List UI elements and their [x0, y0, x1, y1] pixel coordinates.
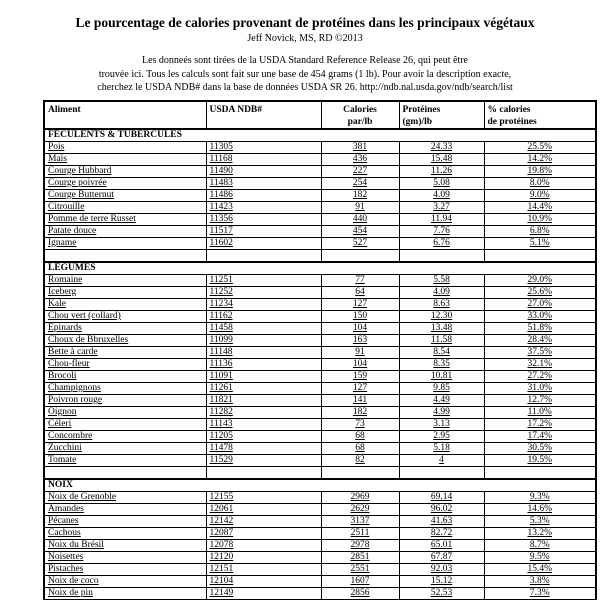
- cell-pct-calories: 17.4%: [484, 431, 596, 443]
- table-row: [44, 142, 596, 154]
- empty-cell: [44, 250, 206, 263]
- cell-aliment: Brocoli: [44, 371, 206, 383]
- cell-pct-calories: 27.0%: [484, 299, 596, 311]
- intro-line-3: cherchez le USDA NDB# dans la base de données USDA SR 26. http://ndb.nal.usda.gov/ndb/search/list: [97, 82, 513, 94]
- cell-calories: 73: [321, 419, 399, 431]
- table-row: [44, 238, 596, 250]
- column-header-proteines: [399, 101, 484, 129]
- empty-cell: [206, 250, 321, 263]
- cell-pct-calories: 25.5%: [484, 142, 596, 154]
- cell-ndb: 11423: [206, 202, 321, 214]
- empty-cell: [44, 467, 206, 480]
- cell-pct-calories: 7.3%: [484, 588, 596, 600]
- cell-ndb: 11483: [206, 178, 321, 190]
- cell-calories: 440: [321, 214, 399, 226]
- cell-pct-calories: 25.6%: [484, 287, 596, 299]
- table-row: [44, 287, 596, 299]
- cell-proteines: 8.63: [399, 299, 484, 311]
- table-row: [44, 504, 596, 516]
- cell-calories: 2856: [321, 588, 399, 600]
- table-row: [44, 323, 596, 335]
- cell-calories: 2978: [321, 540, 399, 552]
- cell-proteines: 15.12: [399, 576, 484, 588]
- header-label: % calories: [487, 105, 531, 115]
- column-header-usda-ndb: [206, 101, 321, 129]
- cell-ndb: 11478: [206, 443, 321, 455]
- cell-ndb: 12142: [206, 516, 321, 528]
- cell-aliment: Cachous: [44, 528, 206, 540]
- cell-proteines: 15.48: [399, 154, 484, 166]
- cell-pct-calories: 9.0%: [484, 190, 596, 202]
- cell-ndb: 12078: [206, 540, 321, 552]
- cell-pct-calories: 14.4%: [484, 202, 596, 214]
- cell-calories: 3137: [321, 516, 399, 528]
- cell-calories: 182: [321, 190, 399, 202]
- cell-ndb: 11091: [206, 371, 321, 383]
- table-row: [44, 166, 596, 178]
- section-label: FÉCULENTS & TUBERCULES: [44, 129, 596, 142]
- cell-proteines: 8.35: [399, 359, 484, 371]
- cell-proteines: 5.58: [399, 275, 484, 287]
- cell-calories: 254: [321, 178, 399, 190]
- section-header-row: [44, 262, 596, 275]
- table-row: [44, 516, 596, 528]
- cell-calories: 104: [321, 323, 399, 335]
- cell-ndb: 11251: [206, 275, 321, 287]
- cell-ndb: 11136: [206, 359, 321, 371]
- cell-aliment: Oignon: [44, 407, 206, 419]
- cell-proteines: 4.99: [399, 407, 484, 419]
- cell-proteines: 96.02: [399, 504, 484, 516]
- cell-proteines: 6.76: [399, 238, 484, 250]
- cell-calories: 2629: [321, 504, 399, 516]
- table-row: [44, 359, 596, 371]
- table-row: [44, 371, 596, 383]
- empty-cell: [484, 467, 596, 480]
- table-row: [44, 588, 596, 600]
- table-row: [44, 226, 596, 238]
- cell-pct-calories: 30.5%: [484, 443, 596, 455]
- table-row: [44, 419, 596, 431]
- cell-ndb: 11168: [206, 154, 321, 166]
- cell-proteines: 4.09: [399, 190, 484, 202]
- cell-proteines: 52.53: [399, 588, 484, 600]
- cell-aliment: Pomme de terre Russet: [44, 214, 206, 226]
- table-row: [44, 492, 596, 504]
- cell-pct-calories: 8.7%: [484, 540, 596, 552]
- empty-cell: [399, 467, 484, 480]
- empty-cell: [321, 250, 399, 263]
- table-row: [44, 202, 596, 214]
- cell-ndb: 11148: [206, 347, 321, 359]
- table-row: [44, 275, 596, 287]
- cell-pct-calories: 17.2%: [484, 419, 596, 431]
- cell-calories: 163: [321, 335, 399, 347]
- cell-aliment: Bette à carde: [44, 347, 206, 359]
- cell-ndb: 11602: [206, 238, 321, 250]
- cell-ndb: 11517: [206, 226, 321, 238]
- table-row: [44, 576, 596, 588]
- cell-proteines: 24.33: [399, 142, 484, 154]
- header-sublabel: de protéines: [487, 117, 537, 127]
- cell-aliment: Amandes: [44, 504, 206, 516]
- header-label: Aliment: [48, 105, 81, 115]
- cell-proteines: 5.18: [399, 443, 484, 455]
- cell-pct-calories: 15.4%: [484, 564, 596, 576]
- table-row: [44, 214, 596, 226]
- cell-ndb: 12151: [206, 564, 321, 576]
- cell-aliment: Épinards: [44, 323, 206, 335]
- cell-aliment: Noix de coco: [44, 576, 206, 588]
- cell-calories: 141: [321, 395, 399, 407]
- cell-ndb: 11252: [206, 287, 321, 299]
- table-header: [44, 101, 596, 129]
- cell-proteines: 9.85: [399, 383, 484, 395]
- cell-proteines: 69.14: [399, 492, 484, 504]
- cell-pct-calories: 9.3%: [484, 492, 596, 504]
- cell-calories: 91: [321, 202, 399, 214]
- section-label: NOIX: [44, 479, 596, 492]
- intro-line-2: trouvée ici. Tous les calculs sont fait sur une base de 454 grams (1 lb). Pour avoir la description exacte,: [98, 68, 512, 80]
- cell-calories: 182: [321, 407, 399, 419]
- cell-aliment: Concombre: [44, 431, 206, 443]
- cell-pct-calories: 28.4%: [484, 335, 596, 347]
- section-header-row: [44, 129, 596, 142]
- cell-proteines: 11.26: [399, 166, 484, 178]
- cell-ndb: 11143: [206, 419, 321, 431]
- cell-ndb: 12155: [206, 492, 321, 504]
- header-label: USDA NDB#: [209, 105, 263, 115]
- header-sublabel: par/lb: [347, 117, 373, 127]
- separator-row: [44, 467, 596, 480]
- cell-proteines: 4.09: [399, 287, 484, 299]
- cell-aliment: Poivron rouge: [44, 395, 206, 407]
- empty-cell: [321, 467, 399, 480]
- cell-aliment: Chou-fleur: [44, 359, 206, 371]
- cell-proteines: 7.76: [399, 226, 484, 238]
- table-row: [44, 335, 596, 347]
- cell-aliment: Céleri: [44, 419, 206, 431]
- cell-ndb: 11821: [206, 395, 321, 407]
- empty-cell: [206, 467, 321, 480]
- table-row: [44, 455, 596, 467]
- cell-calories: 82: [321, 455, 399, 467]
- cell-aliment: Chou vert (collard): [44, 311, 206, 323]
- cell-calories: 159: [321, 371, 399, 383]
- cell-proteines: 11.94: [399, 214, 484, 226]
- cell-aliment: Noix du Brésil: [44, 540, 206, 552]
- table-row: [44, 178, 596, 190]
- cell-pct-calories: 11.0%: [484, 407, 596, 419]
- cell-ndb: 11099: [206, 335, 321, 347]
- page-title: Le pourcentage de calories provenant de protéines dans les principaux végétaux: [75, 15, 535, 30]
- table-body: [44, 129, 596, 600]
- cell-calories: 127: [321, 383, 399, 395]
- cell-aliment: Citrouille: [44, 202, 206, 214]
- cell-proteines: 11.58: [399, 335, 484, 347]
- cell-pct-calories: 3.8%: [484, 576, 596, 588]
- cell-aliment: Maïs: [44, 154, 206, 166]
- table-row: [44, 395, 596, 407]
- cell-ndb: 12061: [206, 504, 321, 516]
- cell-proteines: 41.63: [399, 516, 484, 528]
- cell-calories: 2851: [321, 552, 399, 564]
- separator-row: [44, 250, 596, 263]
- cell-proteines: 92.03: [399, 564, 484, 576]
- cell-calories: 77: [321, 275, 399, 287]
- cell-proteines: 3.27: [399, 202, 484, 214]
- cell-ndb: 11490: [206, 166, 321, 178]
- cell-proteines: 4: [399, 455, 484, 467]
- cell-proteines: 67.87: [399, 552, 484, 564]
- cell-aliment: Igname: [44, 238, 206, 250]
- cell-aliment: Courge Hubbard: [44, 166, 206, 178]
- cell-proteines: 5.08: [399, 178, 484, 190]
- cell-aliment: Noix de Grenoble: [44, 492, 206, 504]
- table-row: [44, 154, 596, 166]
- cell-calories: 2511: [321, 528, 399, 540]
- cell-calories: 150: [321, 311, 399, 323]
- cell-pct-calories: 51.8%: [484, 323, 596, 335]
- header-row: [44, 101, 596, 129]
- cell-pct-calories: 29.0%: [484, 275, 596, 287]
- cell-calories: 227: [321, 166, 399, 178]
- cell-pct-calories: 31.0%: [484, 383, 596, 395]
- nutrition-table: [43, 100, 597, 600]
- cell-ndb: 11458: [206, 323, 321, 335]
- intro-paragraph: [0, 54, 610, 95]
- cell-ndb: 11486: [206, 190, 321, 202]
- cell-pct-calories: 32.1%: [484, 359, 596, 371]
- table-row: [44, 299, 596, 311]
- cell-ndb: 12087: [206, 528, 321, 540]
- table-row: [44, 528, 596, 540]
- cell-ndb: 11305: [206, 142, 321, 154]
- cell-aliment: Tomate: [44, 455, 206, 467]
- cell-calories: 127: [321, 299, 399, 311]
- cell-proteines: 65.01: [399, 540, 484, 552]
- cell-proteines: 10.81: [399, 371, 484, 383]
- cell-aliment: Pécanes: [44, 516, 206, 528]
- cell-proteines: 12.30: [399, 311, 484, 323]
- column-header-aliment: [44, 101, 206, 129]
- cell-ndb: 12149: [206, 588, 321, 600]
- cell-calories: 68: [321, 431, 399, 443]
- cell-calories: 2551: [321, 564, 399, 576]
- cell-ndb: 11529: [206, 455, 321, 467]
- cell-ndb: 11261: [206, 383, 321, 395]
- cell-pct-calories: 27.2%: [484, 371, 596, 383]
- cell-aliment: Pistaches: [44, 564, 206, 576]
- table-row: [44, 564, 596, 576]
- cell-ndb: 11234: [206, 299, 321, 311]
- cell-pct-calories: 19.8%: [484, 166, 596, 178]
- cell-aliment: Patate douce: [44, 226, 206, 238]
- cell-aliment: Courge poivrée: [44, 178, 206, 190]
- cell-ndb: 12104: [206, 576, 321, 588]
- cell-pct-calories: 19.5%: [484, 455, 596, 467]
- intro-line-1: Les donneés sont tirées de la USDA Standard Reference Release 26, qui peut être: [141, 55, 468, 66]
- cell-aliment: Zucchini: [44, 443, 206, 455]
- byline: Jeff Novick, MS, RD ©2013: [247, 33, 363, 44]
- cell-calories: 2969: [321, 492, 399, 504]
- cell-proteines: 82.72: [399, 528, 484, 540]
- cell-pct-calories: 8.0%: [484, 178, 596, 190]
- cell-pct-calories: 9.5%: [484, 552, 596, 564]
- cell-calories: 68: [321, 443, 399, 455]
- cell-calories: 91: [321, 347, 399, 359]
- cell-calories: 104: [321, 359, 399, 371]
- section-header-row: [44, 479, 596, 492]
- table-row: [44, 347, 596, 359]
- cell-proteines: 2.95: [399, 431, 484, 443]
- column-header-pct-calories: [484, 101, 596, 129]
- cell-pct-calories: 13.2%: [484, 528, 596, 540]
- cell-proteines: 8.54: [399, 347, 484, 359]
- cell-aliment: Noix de pin: [44, 588, 206, 600]
- table-row: [44, 383, 596, 395]
- cell-calories: 1607: [321, 576, 399, 588]
- table-row: [44, 540, 596, 552]
- header-label: Calories: [343, 105, 377, 115]
- header-label: Protéines: [402, 105, 441, 115]
- empty-cell: [399, 250, 484, 263]
- cell-pct-calories: 5.1%: [484, 238, 596, 250]
- cell-pct-calories: 6.8%: [484, 226, 596, 238]
- cell-pct-calories: 33.0%: [484, 311, 596, 323]
- cell-pct-calories: 10.9%: [484, 214, 596, 226]
- cell-calories: 381: [321, 142, 399, 154]
- cell-aliment: Courge Butternut: [44, 190, 206, 202]
- header-sublabel: (gm)/lb: [402, 117, 433, 127]
- cell-aliment: Champignons: [44, 383, 206, 395]
- table-row: [44, 190, 596, 202]
- cell-ndb: 11356: [206, 214, 321, 226]
- cell-aliment: Kale: [44, 299, 206, 311]
- table-row: [44, 552, 596, 564]
- table-row: [44, 431, 596, 443]
- cell-ndb: 11205: [206, 431, 321, 443]
- cell-pct-calories: 14.2%: [484, 154, 596, 166]
- table-row: [44, 311, 596, 323]
- column-header-calories: [321, 101, 399, 129]
- cell-calories: 454: [321, 226, 399, 238]
- table-row: [44, 443, 596, 455]
- cell-pct-calories: 5.3%: [484, 516, 596, 528]
- cell-pct-calories: 12.7%: [484, 395, 596, 407]
- cell-ndb: 11162: [206, 311, 321, 323]
- empty-cell: [484, 250, 596, 263]
- section-label: LÉGUMES: [44, 262, 596, 275]
- cell-proteines: 13.48: [399, 323, 484, 335]
- cell-aliment: Romaine: [44, 275, 206, 287]
- cell-aliment: Choux de Bbruxelles: [44, 335, 206, 347]
- cell-calories: 64: [321, 287, 399, 299]
- table-row: [44, 407, 596, 419]
- cell-pct-calories: 14.6%: [484, 504, 596, 516]
- cell-ndb: 11282: [206, 407, 321, 419]
- cell-calories: 436: [321, 154, 399, 166]
- cell-ndb: 12120: [206, 552, 321, 564]
- cell-aliment: Iceberg: [44, 287, 206, 299]
- cell-pct-calories: 37.5%: [484, 347, 596, 359]
- cell-aliment: Pois: [44, 142, 206, 154]
- cell-proteines: 4.49: [399, 395, 484, 407]
- cell-calories: 527: [321, 238, 399, 250]
- cell-proteines: 3.13: [399, 419, 484, 431]
- cell-aliment: Noisettes: [44, 552, 206, 564]
